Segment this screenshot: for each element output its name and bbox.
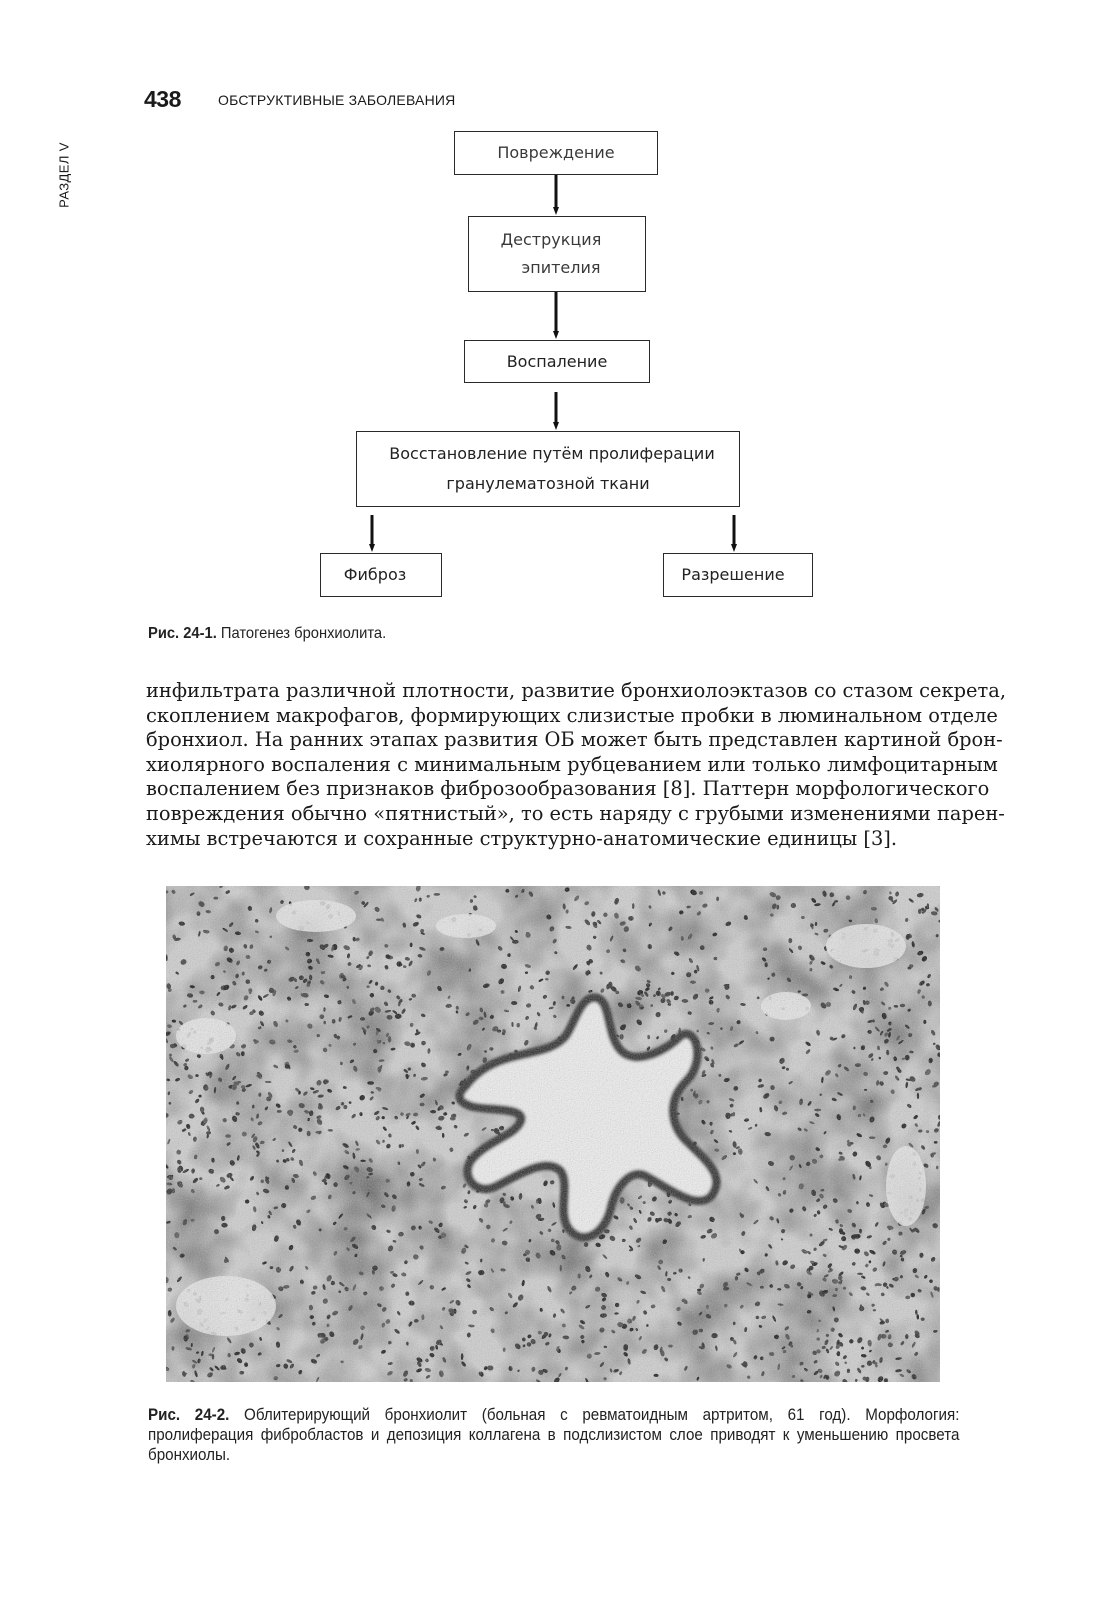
body-line: скоплением макрофагов, формирующих слизистые пробки в люминальном отделе [146,703,998,727]
nucleus [487,1366,493,1371]
box-repair [356,431,740,507]
repair-label-line1: Восстановление путём пролиферации [389,444,715,463]
injury-label: Повреждение [497,143,615,162]
alveolar-space [886,1146,926,1226]
figure2-caption-text: Облитерирующий бронхиолит (больная с ревматоидным артритом, 61 год). Морфология: пролиферация фибробластов и депозиция коллагена в подслизистом слое приводят к уменьшению просвета бронхиолы. [148,1406,960,1464]
nucleus [706,1305,709,1309]
alveolar-space [276,900,356,932]
box-injury [454,131,658,175]
section-tab-label: РАЗДЕЛ V [56,142,72,208]
micrograph-image [166,886,940,1382]
box-resolution [663,553,813,597]
nucleus [847,1369,850,1373]
repair-label-line2: гранулематозной ткани [446,474,650,493]
running-title: ОБСТРУКТИВНЫЕ ЗАБОЛЕВАНИЯ [218,92,456,108]
nucleus [608,982,612,989]
body-line: химы встречаются и сохранные структурно-анатомические единицы [3]. [146,826,898,850]
box-epithelial-destruction [468,216,646,292]
nucleus [623,1344,628,1351]
figure1-caption-text: Патогенез бронхиолита. [216,625,387,642]
fibrosis-label: Фиброз [343,565,407,584]
box-inflammation [464,340,650,383]
box-fibrosis [320,553,442,597]
histology-micrograph [166,886,940,1382]
nucleus [221,1223,227,1228]
figure1-caption [148,625,386,643]
nucleus [733,1322,736,1325]
nucleus [716,897,719,902]
figure1-caption-label: Рис. 24-1. [148,625,217,642]
alveolar-space [761,992,811,1020]
destruction-label-line2: эпителия [521,258,601,277]
figure2-caption-label: Рис. 24-2. [148,1406,230,1424]
nucleus [522,1338,526,1342]
body-line: воспалением без признаков фиброзообразования [8]. Паттерн морфологического [146,777,990,801]
nucleus [814,1109,821,1111]
destruction-label-line1: Деструкция [500,230,602,249]
alveolar-space [176,1018,236,1054]
figure2-caption [148,1405,959,1465]
page-number: 438 [144,86,181,112]
alveolar-space [436,914,496,938]
resolution-label: Разрешение [681,565,785,584]
body-line: повреждения обычно «пятнистый», то есть наряду с грубыми изменениями парен- [146,801,1005,825]
body-line: инфильтрата различной плотности, развитие бронхиолоэктазов со стазом секрета, [146,679,1006,702]
nucleus [421,1314,424,1320]
body-line: бронхиол. На ранних этапах развития ОБ может быть представлен картиной брон- [146,728,1003,752]
body-paragraph [146,679,1006,851]
nucleus [885,1319,889,1323]
alveolar-space [826,924,906,968]
inflammation-label: Воспаление [506,351,608,371]
body-line: хиолярного воспаления с минимальным рубцеванием или только лимфоцитарным [146,752,998,776]
alveolar-space [176,1276,276,1336]
